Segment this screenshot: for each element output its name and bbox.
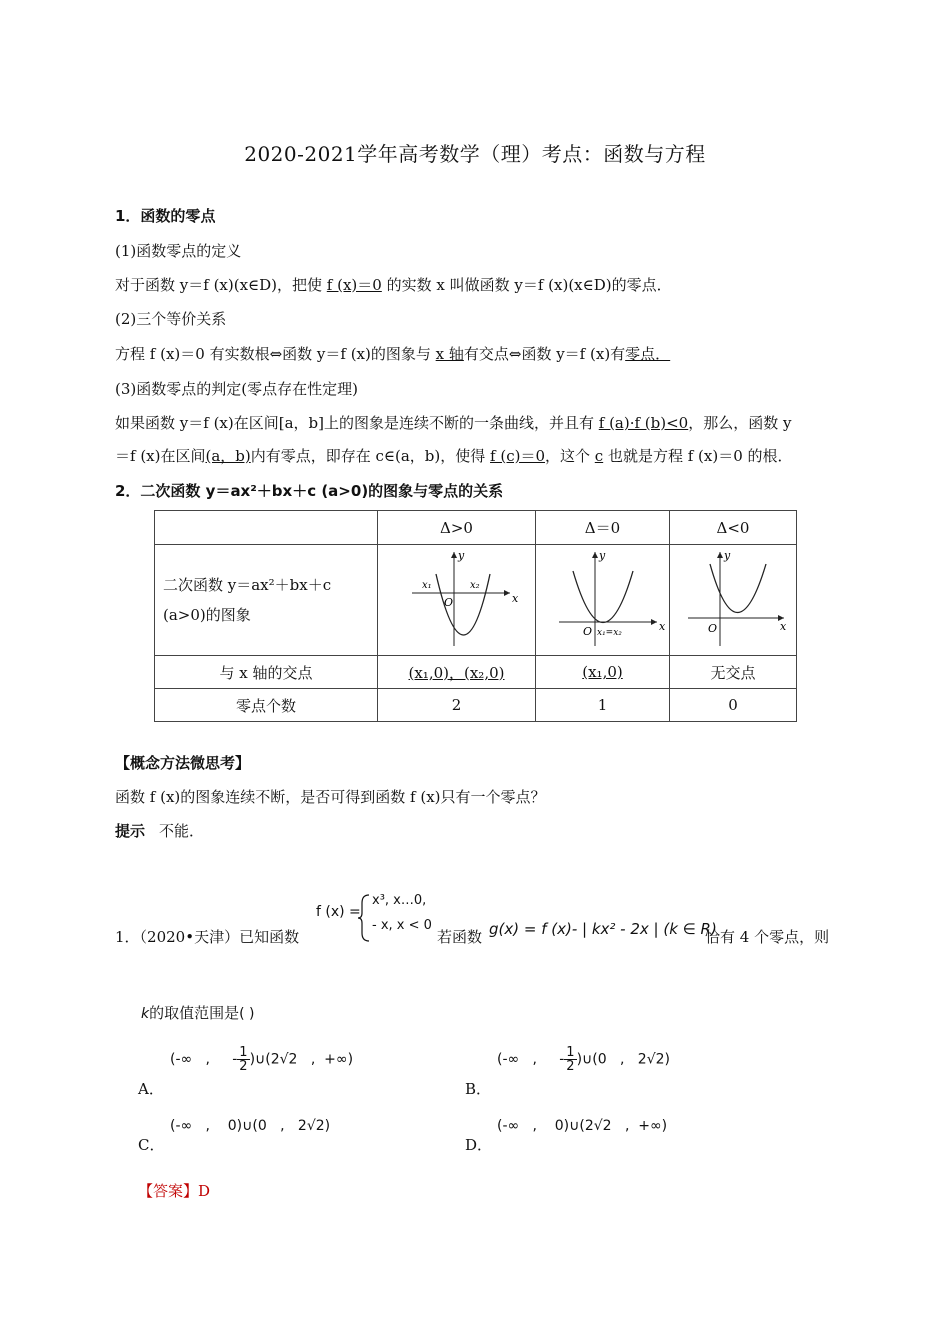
table-header-cell	[155, 511, 378, 545]
problem-number: 1．（2020•天津）已知函数	[115, 928, 300, 946]
problem-line2: k的取值范围是( )	[141, 1004, 255, 1022]
svg-text:y: y	[598, 548, 605, 562]
subheading-definition: (1)函数零点的定义	[115, 242, 242, 260]
graph-cell-no-root	[670, 545, 797, 656]
table-row-graph	[155, 545, 797, 656]
svg-text:O: O	[443, 595, 453, 609]
answer-value: D	[198, 1182, 211, 1200]
problem-tail-text: 恰有 4 个零点，则	[705, 928, 830, 946]
subheading-theorem: (3)函数零点的判定(零点存在性定理)	[115, 380, 358, 398]
hint-label: 提示	[115, 822, 146, 840]
table-cell: 零点个数	[155, 689, 378, 722]
parabola-no-root-graph	[672, 546, 794, 651]
problem-mid-text: 若函数	[437, 928, 483, 946]
think-hint: 提示 不能．	[115, 822, 205, 840]
table-header-cell: Δ>0	[378, 511, 536, 545]
underlined-term: (a，b)	[205, 447, 251, 465]
table-cell: (x₁,0)	[536, 656, 670, 689]
parabola-one-root-graph	[539, 546, 667, 651]
option-d[interactable]: D．	[465, 1136, 493, 1154]
answer-label: 【答案】	[138, 1182, 199, 1200]
table-header-cell: Δ<0	[670, 511, 797, 545]
underlined-term: c	[594, 447, 604, 465]
theorem-text-line2: ＝f (x)在区间(a，b)内有零点，即存在 c∈(a，b)，使得 f (c)＝0，这个 c 也就是方程 f (x)＝0 的根．	[115, 447, 793, 465]
option-c-expression: (-∞ , 0)∪(0 , 2√2)	[170, 1118, 331, 1134]
underlined-term: f (x)＝0	[326, 276, 382, 294]
answer-line	[138, 1180, 210, 1201]
table-row-label: 二次函数 y＝ax²＋bx＋c (a>0)的图象	[155, 545, 378, 656]
g-function-expression: g(x) = f (x)- | kx² - 2x | (k ∈ R)	[489, 920, 717, 938]
table-header-row	[155, 511, 797, 545]
piecewise-case-2: - x, x < 0	[372, 918, 432, 933]
answer-blank: ( )	[239, 1006, 255, 1022]
svg-text:x: x	[658, 619, 665, 633]
section-heading-quadratic: 2．二次函数 y＝ax²＋bx＋c (a>0)的图象与零点的关系	[115, 482, 504, 500]
piecewise-case-1: x³, x…0,	[372, 893, 427, 908]
svg-text:x₂: x₂	[469, 579, 480, 591]
function-name: f (x) =	[316, 904, 361, 920]
svg-text:y: y	[457, 548, 464, 562]
table-cell: (x₁,0)，(x₂,0)	[378, 656, 536, 689]
theorem-text-line1: 如果函数 y＝f (x)在区间[a，b]上的图象是连续不断的一条曲线，并且有 f (a)·f (b)<0，那么，函数 y	[115, 414, 792, 432]
underlined-term: f (c)＝0	[490, 447, 545, 465]
option-d-expression: (-∞ , 0)∪(2√2 , +∞)	[497, 1118, 668, 1134]
table-cell: 1	[536, 689, 670, 722]
svg-text:O: O	[582, 624, 592, 638]
table-cell: 与 x 轴的交点	[155, 656, 378, 689]
graph-cell-one-root	[536, 545, 670, 656]
brace-icon	[357, 893, 371, 943]
option-b[interactable]: B．	[465, 1080, 492, 1098]
table-header-cell: Δ＝0	[536, 511, 670, 545]
think-heading: 【概念方法微思考】	[115, 754, 251, 772]
option-a-expression: (-∞ , - $\frac{1}{2}$ )∪(2√2 , +∞)	[170, 1045, 354, 1074]
svg-text:x: x	[511, 591, 518, 605]
subheading-equivalence: (2)三个等价关系	[115, 310, 227, 328]
section-heading-zeros: 1．函数的零点	[115, 207, 216, 225]
svg-text:x₁=x₂: x₁=x₂	[596, 627, 622, 638]
svg-text:O: O	[708, 621, 718, 635]
parabola-two-roots-graph	[382, 546, 532, 651]
underlined-term: x 轴	[435, 345, 464, 363]
table-cell: 2	[378, 689, 536, 722]
graph-cell-two-roots	[378, 545, 536, 656]
equivalence-text: 方程 f (x)＝0 有实数根⇔函数 y＝f (x)的图象与 x 轴有交点⇔函数 y＝f (x)有零点．	[115, 345, 671, 363]
underlined-term: f (a)·f (b)<0	[598, 414, 689, 432]
table-cell: 0	[670, 689, 797, 722]
table-row-count	[155, 689, 797, 722]
table-row-intersection	[155, 656, 797, 689]
option-c[interactable]: C．	[138, 1136, 165, 1154]
definition-text: 对于函数 y＝f (x)(x∈D)，把使 f (x)＝0 的实数 x 叫做函数 y＝f (x)(x∈D)的零点．	[115, 276, 672, 294]
quadratic-zero-table	[154, 510, 797, 722]
table-cell: 无交点	[670, 656, 797, 689]
svg-text:x: x	[780, 619, 787, 633]
option-a[interactable]: A．	[138, 1080, 164, 1098]
svg-text:x₁: x₁	[421, 579, 432, 591]
page-title: 2020-2021学年高考数学（理）考点：函数与方程	[244, 142, 706, 166]
option-b-expression: (-∞ , - $\frac{1}{2}$ )∪(0 , 2√2)	[497, 1045, 670, 1074]
underlined-term: 零点．	[625, 345, 671, 363]
think-question: 函数 f (x)的图象连续不断，是否可得到函数 f (x)只有一个零点？	[115, 788, 546, 806]
svg-text:y: y	[724, 548, 731, 562]
